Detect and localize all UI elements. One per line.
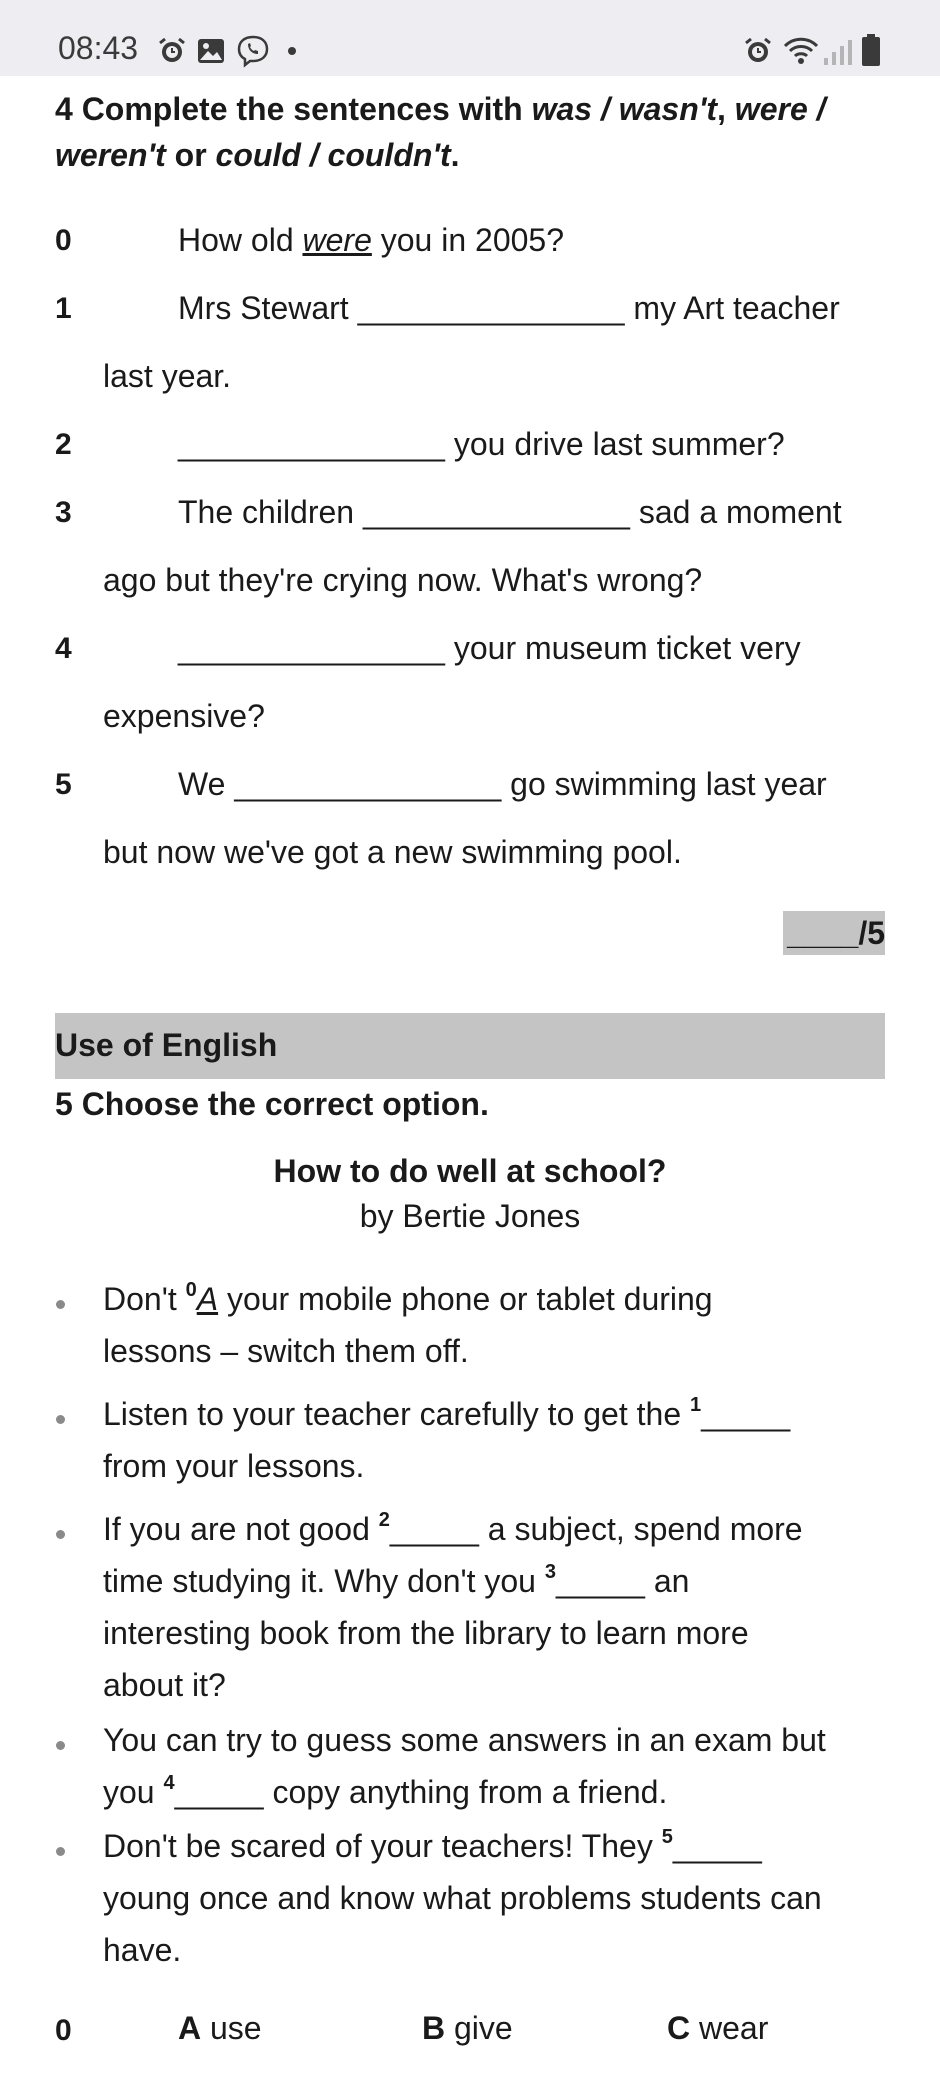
alarm-icon	[157, 36, 187, 66]
exercise-4-heading	[55, 86, 895, 178]
item-number: 4	[55, 632, 72, 665]
bullet-line: young once and know what problems students can	[103, 1880, 822, 1916]
item-1-line2: last year.	[103, 358, 232, 394]
item-3-line1: The children _______________ sad a moment	[178, 494, 842, 530]
bullet-line	[103, 1561, 689, 1601]
gap-blank: _____	[672, 1828, 762, 1864]
line-text: time studying it. Why don't you	[103, 1563, 545, 1599]
item-text: you in 2005?	[371, 222, 565, 258]
dot-icon	[287, 46, 297, 56]
item-number: 2	[55, 428, 72, 461]
bullet-line	[103, 1509, 803, 1549]
bullet-icon	[56, 1847, 65, 1856]
article-byline: by Bertie Jones	[359, 1198, 581, 1234]
gap-number: 4	[163, 1772, 175, 1794]
option-b	[422, 2010, 513, 2047]
heading-text: 4 Complete the sentences with	[55, 91, 532, 127]
item-5-line2: but now we've got a new swimming pool.	[103, 834, 682, 870]
exercise-5-heading: 5 Choose the correct option.	[55, 1086, 489, 1122]
item-text: How old	[178, 222, 303, 258]
bullet-line	[103, 1772, 667, 1812]
option-a	[178, 2010, 262, 2047]
option-c	[667, 2010, 768, 2047]
bullet-line: from your lessons.	[103, 1448, 365, 1484]
line-text: Listen to your teacher carefully to get the	[103, 1396, 690, 1432]
heading-were: were / weren't	[55, 91, 826, 173]
gap-number: 3	[544, 1561, 556, 1583]
bullet-line: lessons – switch them off.	[103, 1333, 469, 1369]
example-answer: A	[196, 1281, 219, 1317]
option-text: use	[201, 2010, 262, 2046]
heading-was: was / wasn't	[531, 91, 718, 127]
gap-number: 0	[185, 1279, 197, 1301]
item-4-line2: expensive?	[103, 698, 265, 734]
bullet-line	[103, 1394, 790, 1434]
example-answer: were	[302, 222, 372, 258]
bullet-line	[103, 1279, 713, 1319]
gap-number: 1	[690, 1394, 702, 1416]
line-text: Don't	[103, 1281, 186, 1317]
gallery-icon	[197, 38, 225, 64]
bullet-line: have.	[103, 1932, 182, 1968]
bullet-icon	[56, 1530, 65, 1539]
heading-could: could / couldn't	[215, 137, 451, 173]
heading-end: .	[450, 137, 460, 173]
item-number: 3	[55, 496, 72, 529]
item-1-line1: Mrs Stewart _______________ my Art teacher	[178, 290, 840, 326]
battery-icon	[862, 34, 880, 66]
line-text: _____ a subject, spend more	[389, 1511, 803, 1547]
bullet-line: about it?	[103, 1667, 226, 1703]
bullet-icon	[56, 1300, 65, 1309]
option-letter: C	[667, 2010, 691, 2046]
section-header	[55, 1013, 885, 1079]
bullet-icon	[56, 1415, 65, 1424]
line-text: Don't be scared of your teachers! They	[103, 1828, 662, 1864]
item-3-line2: ago but they're crying now. What's wrong?	[103, 562, 703, 598]
gap-number: 5	[661, 1826, 673, 1848]
heading-or: or	[165, 137, 216, 173]
item-4-line1: _______________ your museum ticket very	[178, 630, 801, 666]
options-number: 0	[55, 2014, 72, 2047]
article-title: How to do well at school?	[273, 1153, 667, 1189]
gap-blank: _____	[701, 1396, 791, 1432]
option-text: give	[445, 2010, 513, 2046]
item-0-text	[178, 220, 564, 260]
alarm-icon	[743, 36, 773, 66]
line-text: If you are not good	[103, 1511, 379, 1547]
status-bar	[0, 0, 940, 76]
heading-comma: ,	[717, 91, 735, 127]
bullet-icon	[56, 1741, 65, 1750]
option-letter: B	[422, 2010, 446, 2046]
option-text: wear	[690, 2010, 769, 2046]
line-text: _____ copy anything from a friend.	[174, 1774, 668, 1810]
gap-number: 2	[378, 1509, 390, 1531]
item-number: 1	[55, 292, 72, 325]
line-text: you	[103, 1774, 164, 1810]
line-text: your mobile phone or tablet during	[218, 1281, 713, 1317]
score-box: ____/5	[783, 911, 885, 955]
item-number: 5	[55, 768, 72, 801]
status-time: 08:43	[58, 30, 139, 66]
bullet-line	[103, 1826, 762, 1866]
item-2-line1: _______________ you drive last summer?	[178, 426, 785, 462]
option-letter: A	[178, 2010, 202, 2046]
wifi-icon	[783, 36, 819, 66]
bullet-line: interesting book from the library to learn more	[103, 1615, 749, 1651]
item-number: 0	[55, 224, 72, 257]
section-title: Use of English	[55, 1027, 278, 1063]
bullet-line: You can try to guess some answers in an exam but	[103, 1722, 826, 1758]
item-5-line1: We _______________ go swimming last year	[178, 766, 827, 802]
viber-icon	[236, 34, 270, 68]
signal-icon	[823, 38, 853, 66]
line-text: _____ an	[555, 1563, 690, 1599]
